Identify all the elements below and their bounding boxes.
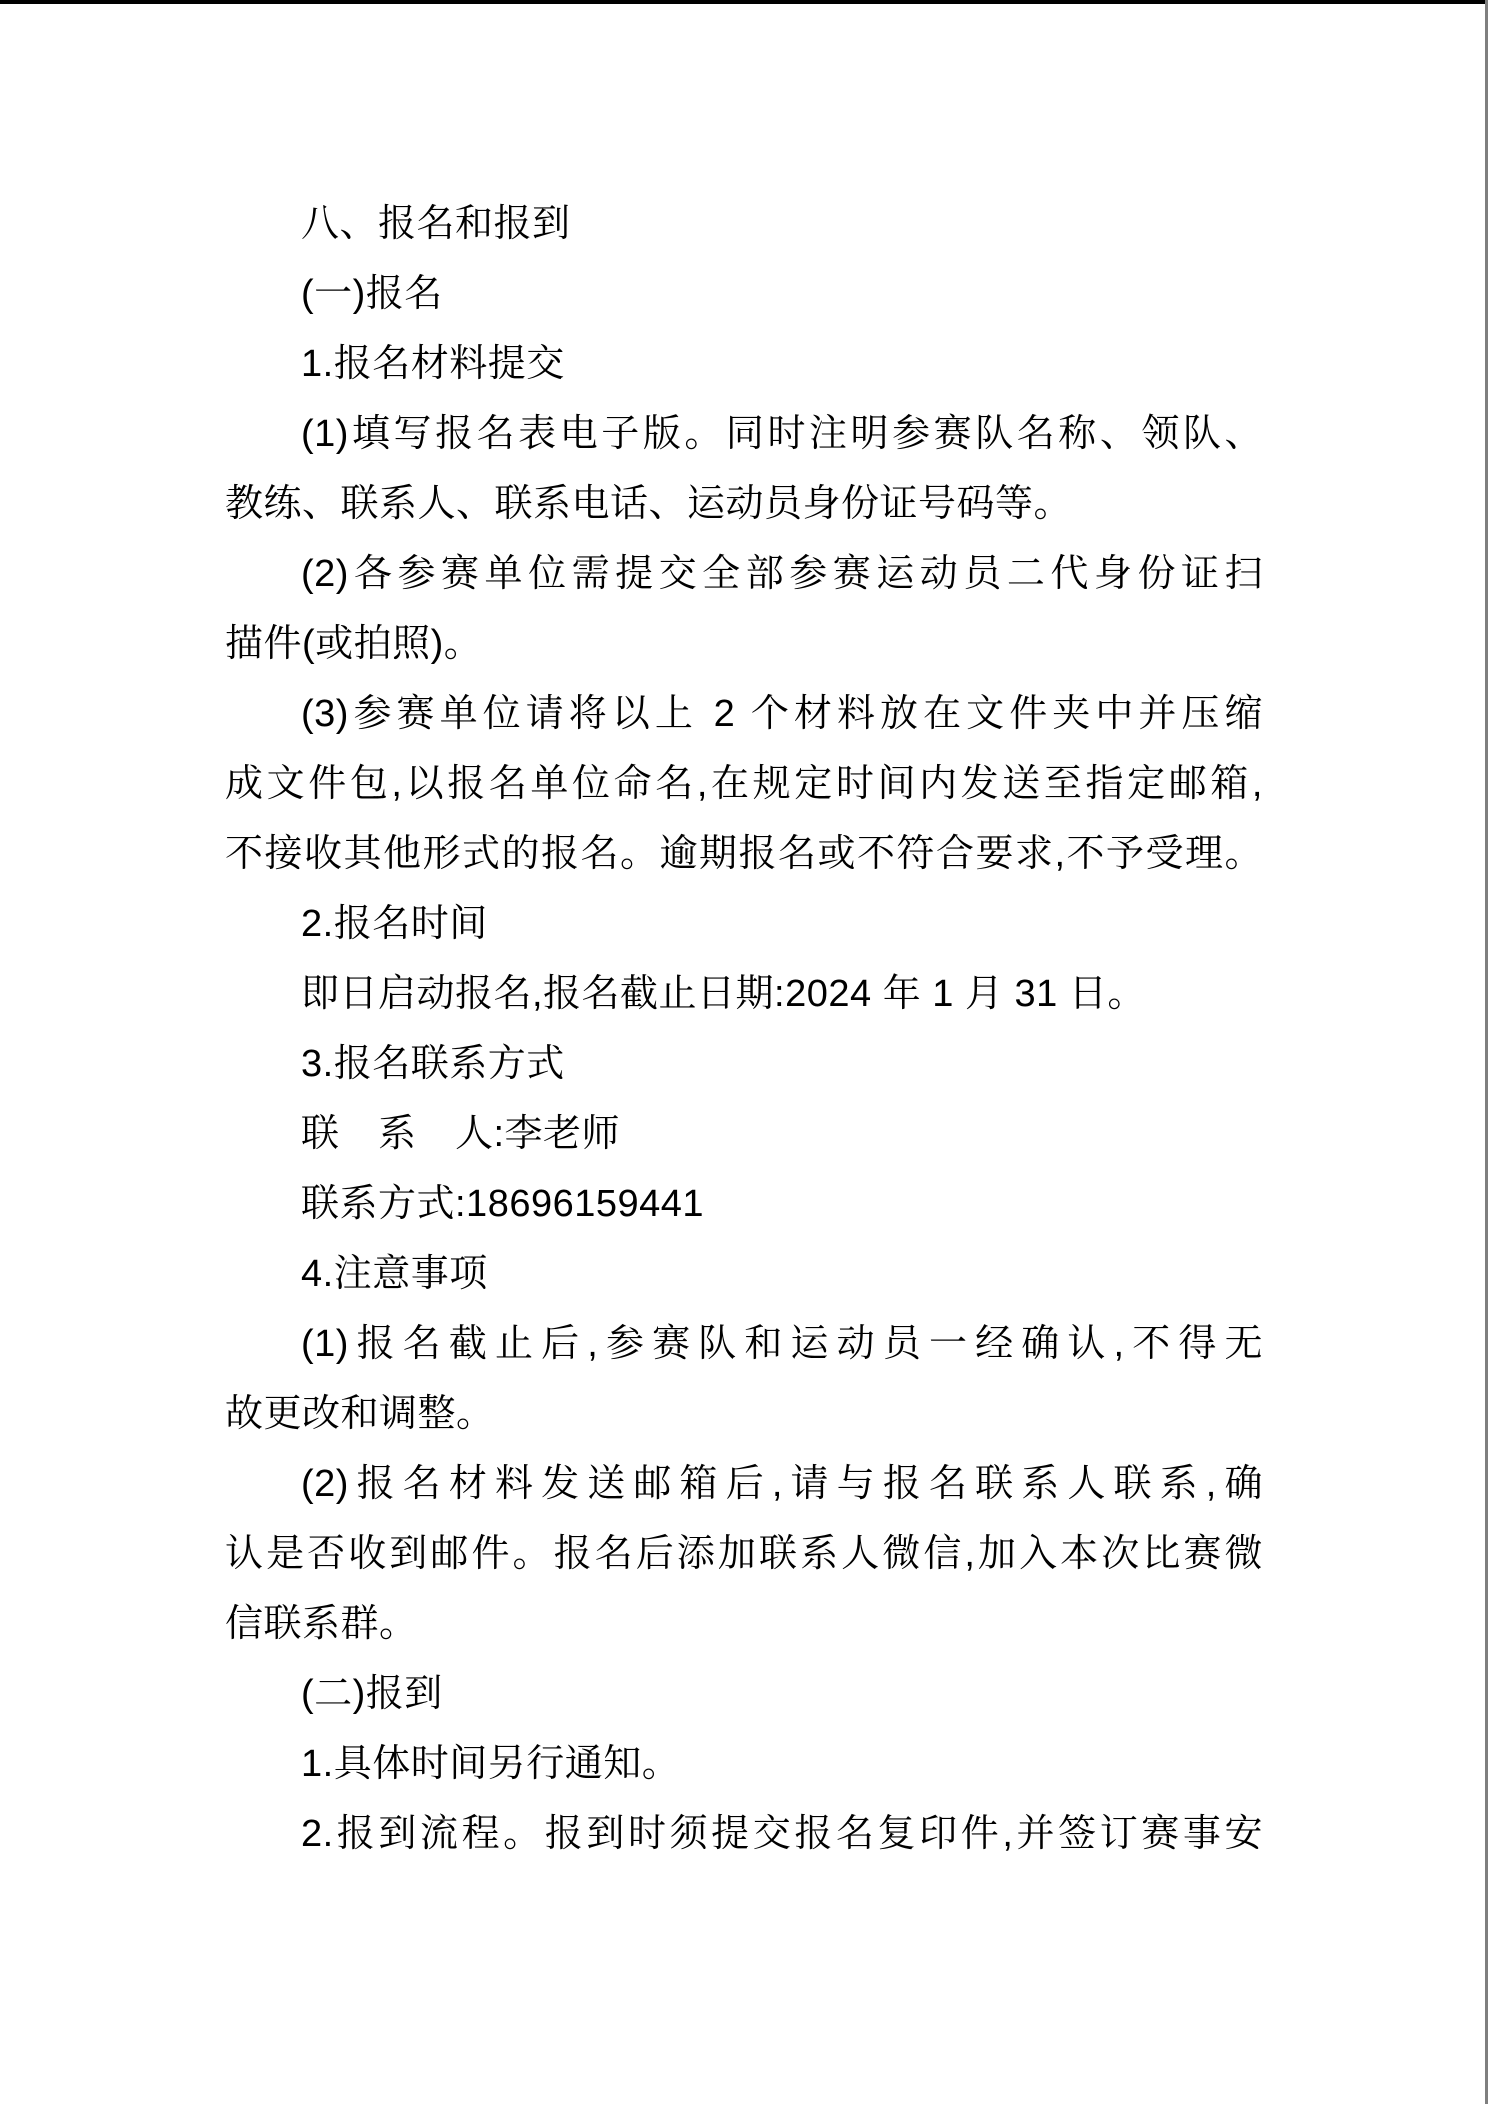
text-line: 4.注意事项 [301,1253,488,1295]
page-top-edge [0,0,1488,4]
text-line: (1)填写报名表电子版。同时注明参赛队名称、领队、 [301,413,1263,455]
text-line: 信联系群。 [225,1603,418,1645]
text-line: 故更改和调整。 [225,1393,495,1435]
text-line: (二)报到 [301,1673,443,1715]
text-line: (2)报名材料发送邮箱后,请与报名联系人联系,确 [301,1463,1263,1505]
text-line: 认是否收到邮件。报名后添加联系人微信,加入本次比赛微 [225,1533,1263,1575]
text-line: 描件(或拍照)。 [225,623,483,665]
text-line: 教练、联系人、联系电话、运动员身份证号码等。 [225,483,1073,525]
text-line: 2.报到流程。报到时须提交报名复印件,并签订赛事安 [301,1813,1263,1855]
text-line: 1.具体时间另行通知。 [301,1743,681,1785]
text-line: 即日启动报名,报名截止日期:2024 年 1 月 31 日。 [301,973,1146,1015]
text-line: 联 系 人:李老师 [301,1113,621,1155]
text-line: 八、报名和报到 [301,203,571,245]
document-body [225,189,1263,1869]
text-line: 成文件包,以报名单位命名,在规定时间内发送至指定邮箱, [225,763,1263,805]
text-line: (2)各参赛单位需提交全部参赛运动员二代身份证扫 [301,553,1263,595]
text-line: 不接收其他形式的报名。逾期报名或不符合要求,不予受理。 [225,833,1263,875]
text-line: 3.报名联系方式 [301,1043,565,1085]
text-line: 联系方式:18696159441 [301,1183,705,1225]
text-line: (3)参赛单位请将以上 2 个材料放在文件夹中并压缩 [301,693,1263,735]
text-line: (1)报名截止后,参赛队和运动员一经确认,不得无 [301,1323,1263,1365]
text-line: 2.报名时间 [301,903,488,945]
text-line: 1.报名材料提交 [301,343,565,385]
text-line: (一)报名 [301,273,443,315]
